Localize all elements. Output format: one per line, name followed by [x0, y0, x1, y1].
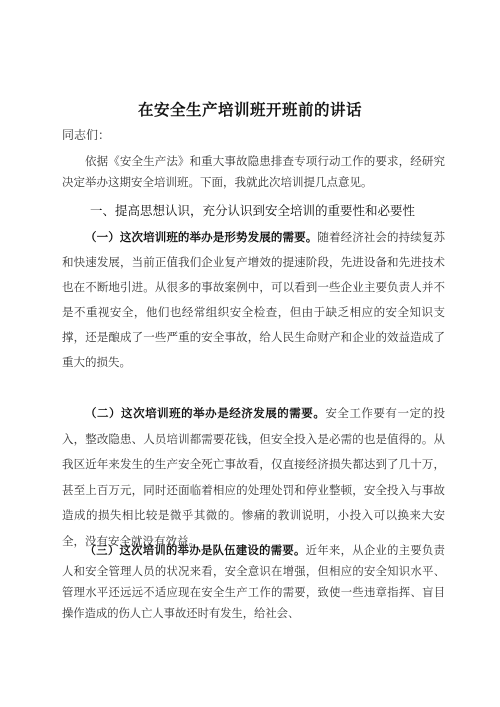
- intro-paragraph: 依据《安全生产法》和重大事故隐患排查专项行动工作的要求，经研究决定举办这期安全培训班。下面，我就此次培训提几点意见。: [62, 154, 445, 189]
- paragraph-1-lead: （一）这次培训班的举办是形势发展的需要。: [85, 230, 318, 244]
- paragraph-2-lead: （二）这次培训班的举办是经济发展的需要。: [85, 406, 326, 420]
- paragraph-2-body: 安全工作要有一定的投入，整改隐患、人员培训都需要花钱，但安全投入是必需的也是值得的。从我区近年来发生的生产安全死亡事故看，仅直接经济损失都达到了几十万，甚至上百万元，同时还面临着相应的处理处罚和停业整顿，安全投入与事故造成的损失相比较是微乎其微的。惨痛的教训说明，小投入可以换来大安全，没有安全就没有效益。: [62, 406, 445, 548]
- paragraph-3: [62, 540, 445, 624]
- paragraph-3-lead: （三）这次培训的举办是队伍建设的需要。: [84, 543, 306, 557]
- paragraph-1: [62, 225, 445, 375]
- salutation: 同志们：: [62, 128, 111, 142]
- paragraph-3-body: 近年来，从企业的主要负责人和安全管理人员的状况来看，安全意识在增强，但相应的安全知识水平、管理水平还远远不适应现在安全生产工作的需要，致使一些违章指挥、盲目操作造成的伤人亡人事故还时有发生，给社会、: [62, 544, 445, 620]
- paragraph-2: [62, 401, 445, 554]
- section-heading-1: 一、提高思想认识，充分认识到安全培训的重要性和必要性: [90, 203, 416, 218]
- document-title: 在安全生产培训班开班前的讲话: [137, 101, 362, 119]
- paragraph-1-body: 随着经济社会的持续复苏和快速发展，当前正值我们企业复产增效的提速阶段，先进设备和先进技术也在不断地引进。从很多的事故案例中，可以看到一些企业主要负责人并不是不重视安全，他们也经常组织安全检查，但由于缺乏相应的安全知识支撑，还是酿成了一些严重的安全事故，给人民生命财产和企业的效益造成了重大的损失。: [62, 230, 446, 369]
